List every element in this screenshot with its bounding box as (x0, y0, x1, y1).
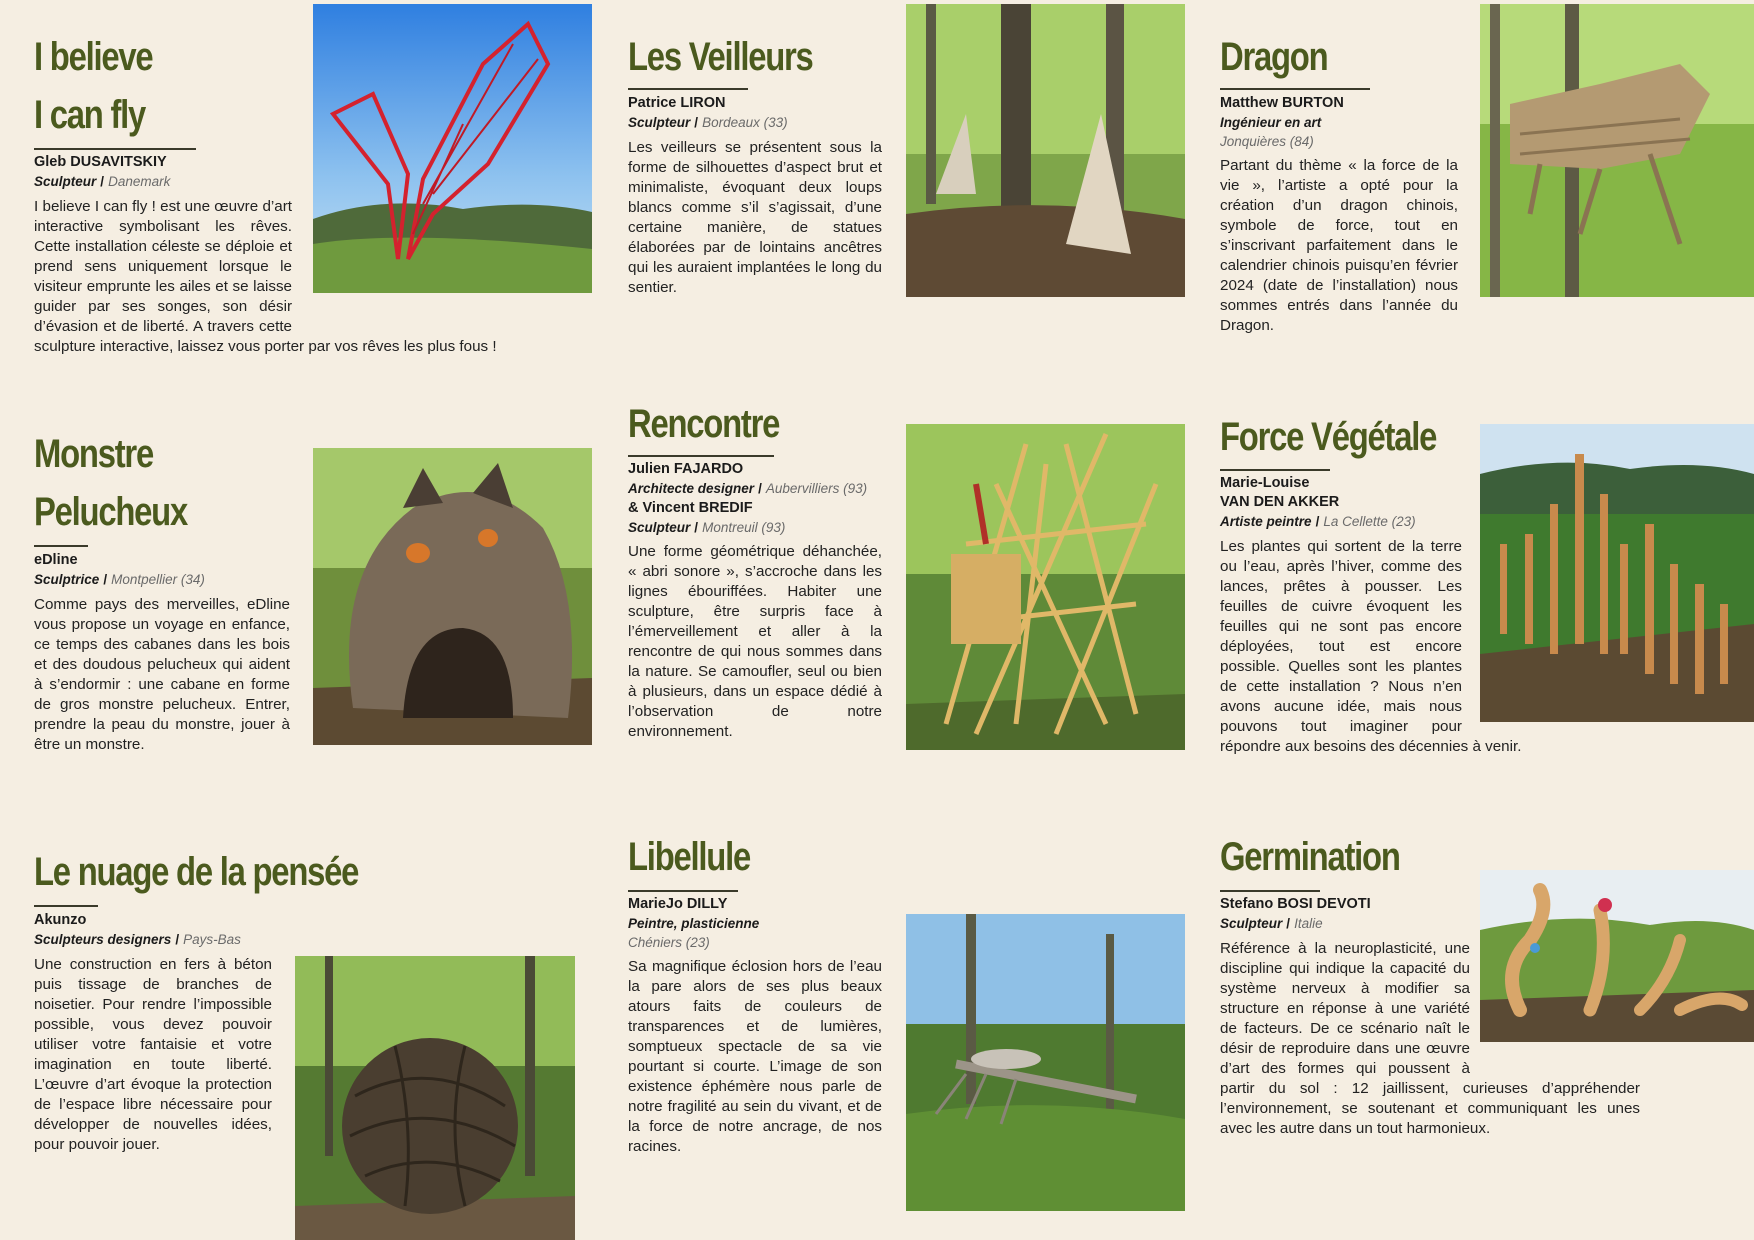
artist-role: Ingénieur en art (1220, 115, 1322, 130)
artist-role: Sculpteur (1220, 916, 1283, 931)
artist-role: Peintre, plasticienne (628, 916, 760, 931)
artist-name: Matthew BURTON (1220, 95, 1344, 111)
artist-credit: Akunzo Sculpteurs designers / Pays-Bas (34, 911, 294, 950)
artist-place: Jonquières (84) (1220, 134, 1314, 149)
furry-monster-photo (313, 448, 592, 745)
artist-name: Julien FAJARDO (628, 461, 744, 477)
artist2-name: & Vincent BREDIF (628, 500, 753, 516)
entry-title: Libellule (628, 835, 750, 879)
artist2-role: Sculpteur (628, 520, 691, 535)
artist-name: Gleb DUSAVITSKIY (34, 154, 167, 170)
entry-text: Sa magnifique éclosion hors de l’eau la pare alors de ses plus beaux atours faits de couleurs de transparences et de lumières, somptueux spectacle de sa vie pourtant si courte. L’image de son existence éphémère nous parle de notre fragilité au sein du vivant, et de la force de notre ancrage, de nos racines. (628, 958, 882, 1155)
artist-place: Bordeaux (33) (702, 115, 788, 130)
title-rule (628, 890, 738, 892)
entry-text: Partant du thème « la force de la vie », l’artiste a opté pour la création d’un dragon chinois, symbole de force, tout en s’inscrivant parfaitement dans le calendrier chinois puisqu’en février 2024 (date de l’installation) nous sommes entrés dans l’année du Dragon. (1220, 157, 1458, 334)
artist-role: Architecte designer (628, 481, 755, 496)
artist-place: Danemark (108, 174, 171, 189)
artist-name-line2: VAN DEN AKKER (1220, 494, 1340, 510)
artist-credit: Patrice LIRON Sculpteur / Bordeaux (33) (628, 94, 888, 133)
entry-title: Dragon (1220, 35, 1328, 79)
entry-title: Monstre Pelucheux (34, 432, 187, 534)
wooden-shelter-photo (906, 424, 1185, 750)
woven-sphere-photo (295, 956, 575, 1240)
entry-title: Force Végétale (1220, 415, 1437, 459)
artist-place: Montpellier (34) (111, 572, 205, 587)
entry-text: Comme pays des merveilles, eDline vous propose un voyage en enfance, ce temps des cabanes dans les bois et des doudous pelucheux qui aident à s’endormir : une cabane en forme de gros monstre pelucheux. Entrer, prendre la peau du monstre, jouer à être un monstre. (34, 596, 290, 753)
artist-credit: Gleb DUSAVITSKIY Sculpteur / Danemark (34, 153, 294, 192)
title-rule (628, 455, 774, 457)
artist2-place: Montreuil (93) (702, 520, 786, 535)
title-rule (34, 905, 98, 907)
artist-role: Sculpteurs designers (34, 932, 172, 947)
artist-credit (1220, 94, 1480, 152)
entry-title: Les Veilleurs (628, 35, 813, 79)
title-rule (1220, 88, 1370, 90)
entry-title: Le nuage de la pensée (34, 850, 359, 894)
artist-credit: Stefano BOSI DEVOTI Sculpteur / Italie (1220, 895, 1480, 934)
artist-role: Sculpteur (628, 115, 691, 130)
entry-text: Une forme géométrique déhanchée, « abri sonore », s’accroche dans les lignes ébouriffées. Habiter une sculpture, être surpris face à l’émerveillement et aller à la rencontre de qui nous sommes dans la nature. Se camoufler, seul ou bien à plusieurs, dans un espace dédié à l’observation de notre environnement. (628, 543, 882, 740)
wooden-wolves-photo (906, 4, 1185, 297)
artist-name: Patrice LIRON (628, 95, 726, 111)
artist-credit: Julien FAJARDO Architecte designer / Aubervilliers (93) & Vincent BREDIF Sculpteur / Montreuil (93) (628, 460, 898, 538)
entry-title: Rencontre (628, 402, 780, 446)
artist-place: Pays-Bas (183, 932, 241, 947)
entry-text: Les veilleurs se présentent sous la forme de silhouettes d’aspect brut et minimaliste, évoquant deux loups blancs comme s’il s’agissait, d’une certaine manière, de statues élaborées par de lointains ancêtres qui les auraient implantées le long du sentier. (628, 139, 882, 296)
artist-credit (628, 895, 888, 953)
wooden-sprouts-photo (1480, 870, 1754, 1042)
artist-credit: Marie-Louise VAN DEN AKKER Artiste peintre / La Cellette (23) (1220, 474, 1480, 532)
artist-role: Artiste peintre (1220, 514, 1312, 529)
dragonfly-sculpture-photo (906, 914, 1185, 1211)
title-rule (34, 148, 196, 150)
artist-role: Sculpteur (34, 174, 97, 189)
title-rule (1220, 469, 1330, 471)
wooden-dragon-photo (1480, 4, 1754, 297)
entry-text: Une construction en fers à béton puis tissage de branches de noisetier. Pour rendre l’impossible possible, vous devez pouvoir utiliser votre fantaisie et votre imagination en toute liberté. L’œuvre d’art évoque la protection de l’espace libre nécessaire pour développer de nouvelles idées, pour pouvoir jouer. (34, 956, 272, 1153)
artist-name: Akunzo (34, 912, 87, 928)
entry-text-wrapped: Les plantes qui sortent de la terre ou l’eau, après l’hiver, comme des lances, prêtes à pousser. Les feuilles de cuivre évoquent les feuilles qui ne sont pas encore déployées, tout est encore possible. Quelles sont les plantes de cette installation ? Nous n’en avons aucune idée, mais nous pouvons tout imaginer pour répondre aux besoins des décennies à venir. (1220, 537, 1640, 757)
artist-place: Italie (1294, 916, 1323, 931)
title-rule (628, 88, 748, 90)
artist-name: MarieJo DILLY (628, 896, 728, 912)
entry-title: I believe I can fly (34, 35, 153, 137)
entry-text-wrapped: Référence à la neuroplasticité, une discipline qui indique la capacité du système nerveux à modifier sa structure en réponse à une variété de facteurs. De ce scénario naît le désir de reproduire dans une œuvre d’art des formes qui poussent à partir du sol : 12 jaillissent, curieuses d’appréhender l’environnement, se soutenant et communiquant les unes avec les autre dans un tout harmonieux. (1220, 940, 1640, 1137)
artist-place: Chéniers (23) (628, 935, 710, 950)
artist-role: Sculptrice (34, 572, 100, 587)
entry-title: Germination (1220, 835, 1400, 879)
title-rule (34, 545, 88, 547)
wooden-stakes-field-photo (1480, 424, 1754, 722)
artist-credit: eDline Sculptrice / Montpellier (34) (34, 551, 294, 590)
artist-name: Marie-Louise (1220, 475, 1310, 491)
entry-text-wrapped: I believe I can fly ! est une œuvre d’art interactive symbolisant les rêves. Cette installation céleste se déploie et prend sens uniquement lorsque le visiteur emprunte les ailes et se laisse guider par ses songes, son désir d’évasion et de liberté. A travers cette sculpture interactive, laissez vous porter par vos rêves les plus fous ! (34, 197, 564, 357)
artist-name: eDline (34, 552, 78, 568)
text-wrap-spacer (292, 197, 564, 325)
artist-name: Stefano BOSI DEVOTI (1220, 896, 1371, 912)
title-rule (1220, 890, 1320, 892)
artist-place: Aubervilliers (93) (765, 481, 868, 496)
artist-place: La Cellette (23) (1323, 514, 1416, 529)
